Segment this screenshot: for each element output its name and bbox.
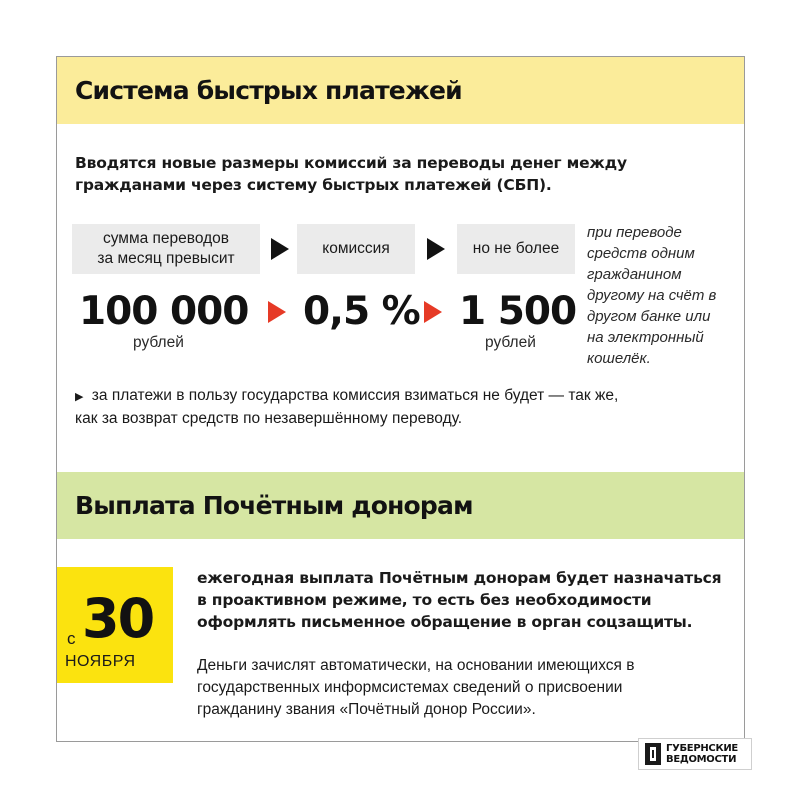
donors-body-line: Деньги зачислят автоматически, на основании имеющихся в [197, 657, 635, 674]
donors-body [197, 655, 737, 721]
value-max: 1 500 [459, 289, 577, 334]
bullet-triangle-icon: ▶ [75, 391, 84, 403]
sbp-intro-line: Вводятся новые размеры комиссий за переводы денег между [75, 154, 627, 172]
date-month: НОЯБРЯ [65, 653, 136, 670]
pill-transfer-sum [72, 224, 260, 274]
arrow-right-icon [271, 238, 289, 260]
date-badge [57, 567, 173, 683]
sbp-intro [75, 152, 715, 196]
transfer-note-line: другому на счёт в [587, 287, 717, 304]
transfer-note-line: средств одним [587, 245, 695, 262]
state-payments-line: за платежи в пользу государства комиссия взиматься не будет — так же, [91, 387, 619, 404]
state-payments-note [75, 385, 735, 430]
unit-max: рублей [485, 334, 536, 351]
logo-mark-icon [645, 743, 661, 765]
logo-line: ВЕДОМОСТИ [666, 754, 737, 765]
infographic-frame [56, 56, 745, 742]
unit-transfer-sum: рублей [133, 334, 184, 351]
date-prefix: с [67, 629, 76, 648]
donors-lead-line: ежегодная выплата Почётным донорам будет назначаться [197, 569, 722, 587]
pill-commission: комиссия [297, 224, 415, 274]
sbp-header-band [57, 57, 744, 124]
donors-body-line: государственных информсистемах сведений о присвоении [197, 679, 623, 696]
pill-max: но не более [457, 224, 575, 274]
donors-title: Выплата Почётным донорам [75, 491, 473, 520]
arrow-right-icon [427, 238, 445, 260]
transfer-note-line: гражданином [587, 266, 682, 283]
pill-transfer-sum-line: за месяц превысит [97, 250, 235, 267]
donors-lead [197, 567, 737, 633]
transfer-note-line: кошелёк. [587, 350, 651, 367]
transfer-note-line: другом банке или [587, 308, 711, 325]
publisher-logo [638, 738, 752, 770]
date-day: 30 [82, 587, 154, 650]
logo-line: ГУБЕРНСКИЕ [666, 743, 738, 754]
transfer-note-line: при переводе [587, 224, 682, 241]
red-arrow-right-icon [424, 301, 442, 323]
pill-transfer-sum-line: сумма переводов [102, 230, 230, 247]
value-commission: 0,5 % [303, 289, 420, 334]
value-transfer-sum: 100 000 [79, 289, 249, 334]
donors-body-line: гражданину звания «Почётный донор России». [197, 701, 536, 718]
sbp-intro-line: гражданами через систему быстрых платежей (СБП). [75, 176, 552, 194]
donors-lead-line: в проактивном режиме, то есть без необходимости [197, 591, 652, 609]
red-arrow-right-icon [268, 301, 286, 323]
state-payments-line: как за возврат средств по незавершённому переводу. [75, 410, 463, 427]
donors-header-band [57, 472, 744, 539]
transfer-note-line: на электронный [587, 329, 704, 346]
sbp-title: Система быстрых платежей [75, 76, 462, 105]
donors-lead-line: оформлять письменное обращение в орган соцзащиты. [197, 613, 693, 631]
transfer-note [587, 222, 737, 369]
